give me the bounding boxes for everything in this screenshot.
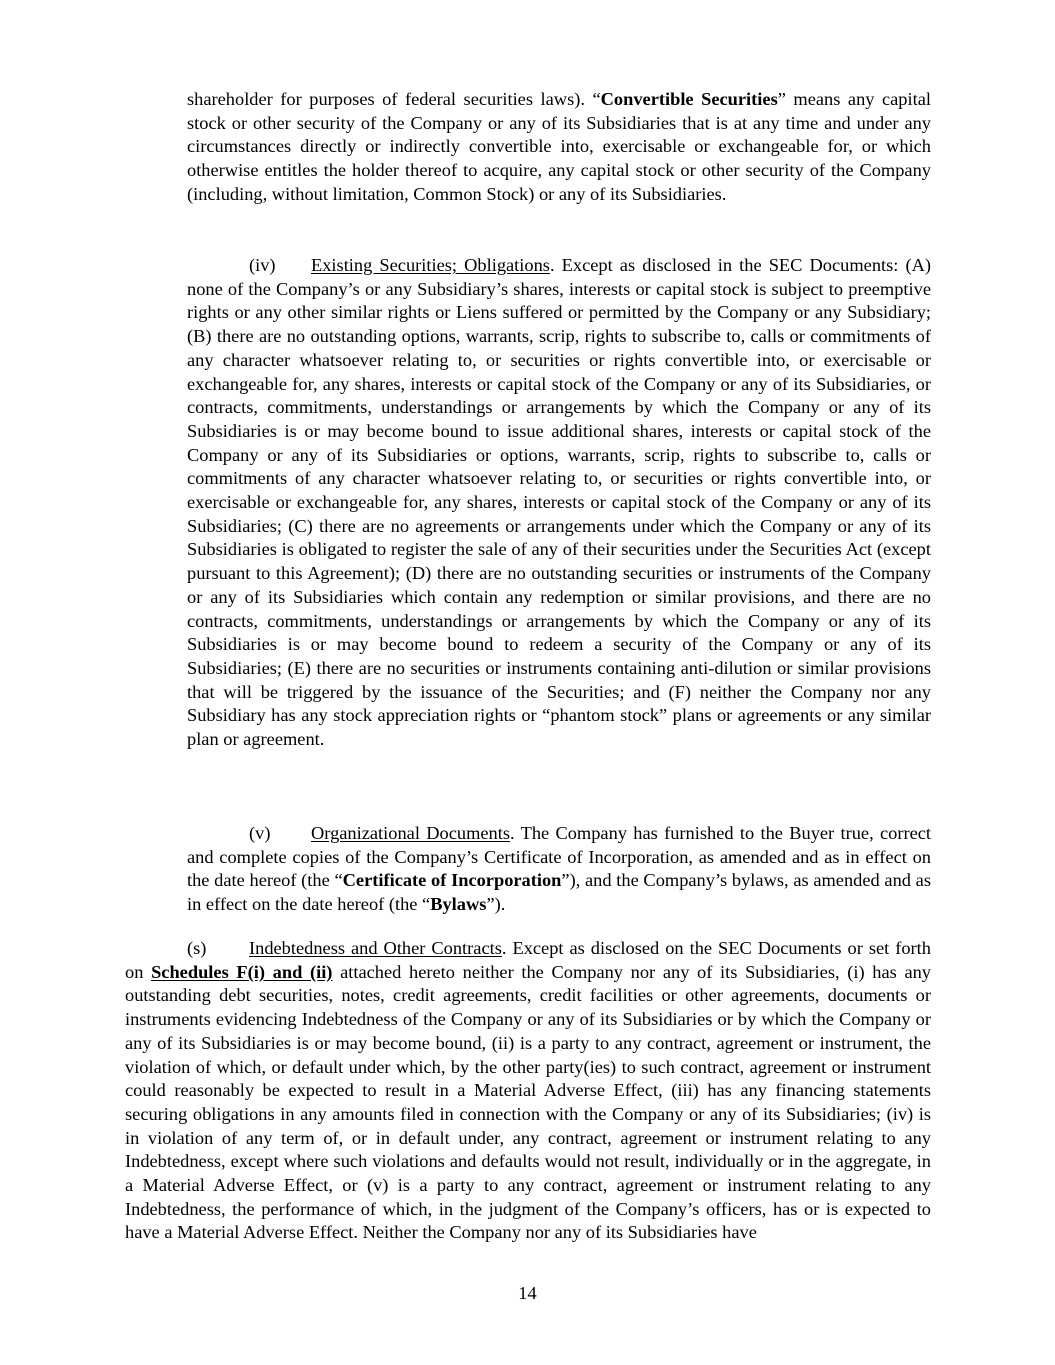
paragraph-text: . Except as disclosed on the SEC Documents or set forth on: [125, 938, 931, 982]
paragraph-convertible-securities: [187, 88, 931, 207]
section-number: (v): [249, 823, 271, 843]
section-number: (iv): [249, 255, 276, 275]
section-heading: Indebtedness and Other Contracts: [249, 938, 502, 958]
paragraph-existing-securities: [187, 254, 931, 752]
paragraph-organizational-documents: [187, 822, 931, 917]
page-number: 14: [518, 1283, 537, 1303]
paragraph-text: ” means any capital stock or other security of the Company or any of its Subsidiaries that is at any time and under any circumstances directly or indirectly convertible into, exercisable or exchangeable for, or which otherwise entitles the holder thereof to acquire, any capital stock or other security of the Company (including, without limitation, Common Stock) or any of its Subsidiaries.: [187, 89, 931, 204]
section-heading: Organizational Documents: [311, 823, 511, 843]
paragraph-text: . Except as disclosed in the SEC Documents: (A) none of the Company’s or any Subsidiary’s shares, interests or capital stock is subject to preemptive rights or any other similar rights or Liens suffered or permitted by the Company or any Subsidiary; (B) there are no outstanding options, warrants, scrip, rights to subscribe to, calls or commitments of any character whatsoever relating to, or securities or rights convertible into, or exercisable or exchangeable for, any shares, interests or capital stock of the Company or any of its Subsidiaries, or contracts, commitments, understandings or arrangements by which the Company or any of its Subsidiaries is or may become bound to issue additional shares, interests or capital stock of the Company or any of its Subsidiaries or options, warrants, scrip, rights to subscribe to, calls or commitments of any character whatsoever relating to, or securities or rights convertible into, or exercisable or exchangeable for, any shares, interests or capital stock of the Company or any of its Subsidiaries; (C) there are no agreements or arrangements under which the Company or any of its Subsidiaries is obligated to register the sale of any of their securities under the Securities Act (except pursuant to this Agreement); (D) there are no outstanding securities or instruments of the Company or any of its Subsidiaries which contain any redemption or similar provisions, and there are no contracts, commitments, understandings or arrangements by which the Company or any of its Subsidiaries is or may become bound to redeem a security of the Company or any of its Subsidiaries; (E) there are no securities or instruments containing anti-dilution or similar provisions that will be triggered by the issuance of the Securities; and (F) neither the Company nor any Subsidiary has any stock appreciation rights or “phantom stock” plans or agreements or any similar plan or agreement.: [187, 255, 932, 750]
section-number: (s): [187, 938, 207, 958]
section-heading: Existing Securities; Obligations: [311, 255, 550, 275]
paragraph-text: attached hereto neither the Company nor any of its Subsidiaries, (i) has any outstanding debt securities, notes, credit agreements, credit facilities or other agreements, documents or instruments evidencing Indebtedness of the Company or any of its Subsidiaries or by which the Company or any of its Subsidiaries is or may become bound, (ii) is a party to any contract, agreement or instrument, the violation of which, or default under which, by the other party(ies) to such contract, agreement or instrument could reasonably be expected to result in a Material Adverse Effect, (iii) has any financing statements securing obligations in any amounts filed in connection with the Company or any of its Subsidiaries; (iv) is in violation of any term of, or in default under, any contract, agreement or instrument relating to any Indebtedness, except where such violations and defaults would not result, individually or in the aggregate, in a Material Adverse Effect, or (v) is a party to any contract, agreement or instrument relating to any Indebtedness, the performance of which, in the judgment of the Company’s officers, has or is expected to have a Material Adverse Effect. Neither the Company nor any of its Subsidiaries have: [125, 961, 932, 1243]
paragraph-indebtedness: [125, 937, 931, 1245]
paragraph-text: shareholder for purposes of federal securities laws). “: [187, 89, 601, 109]
defined-term-certificate-of-incorporation: Certificate of Incorporation: [342, 870, 562, 891]
paragraph-text: ”).: [486, 894, 506, 915]
paragraph-text: ”), and the Company’s bylaws, as amended and as in effect on the date hereof (the “: [187, 870, 931, 915]
defined-term-bylaws: Bylaws: [430, 894, 487, 915]
defined-term-convertible-securities: Convertible Securities: [600, 89, 778, 109]
schedules-reference: Schedules F(i) and (ii): [151, 961, 333, 982]
paragraph-text: . The Company has furnished to the Buyer true, correct and complete copies of the Company’s Certificate of Incorporation, as amended and as in effect on the date hereof (the “: [187, 823, 932, 891]
